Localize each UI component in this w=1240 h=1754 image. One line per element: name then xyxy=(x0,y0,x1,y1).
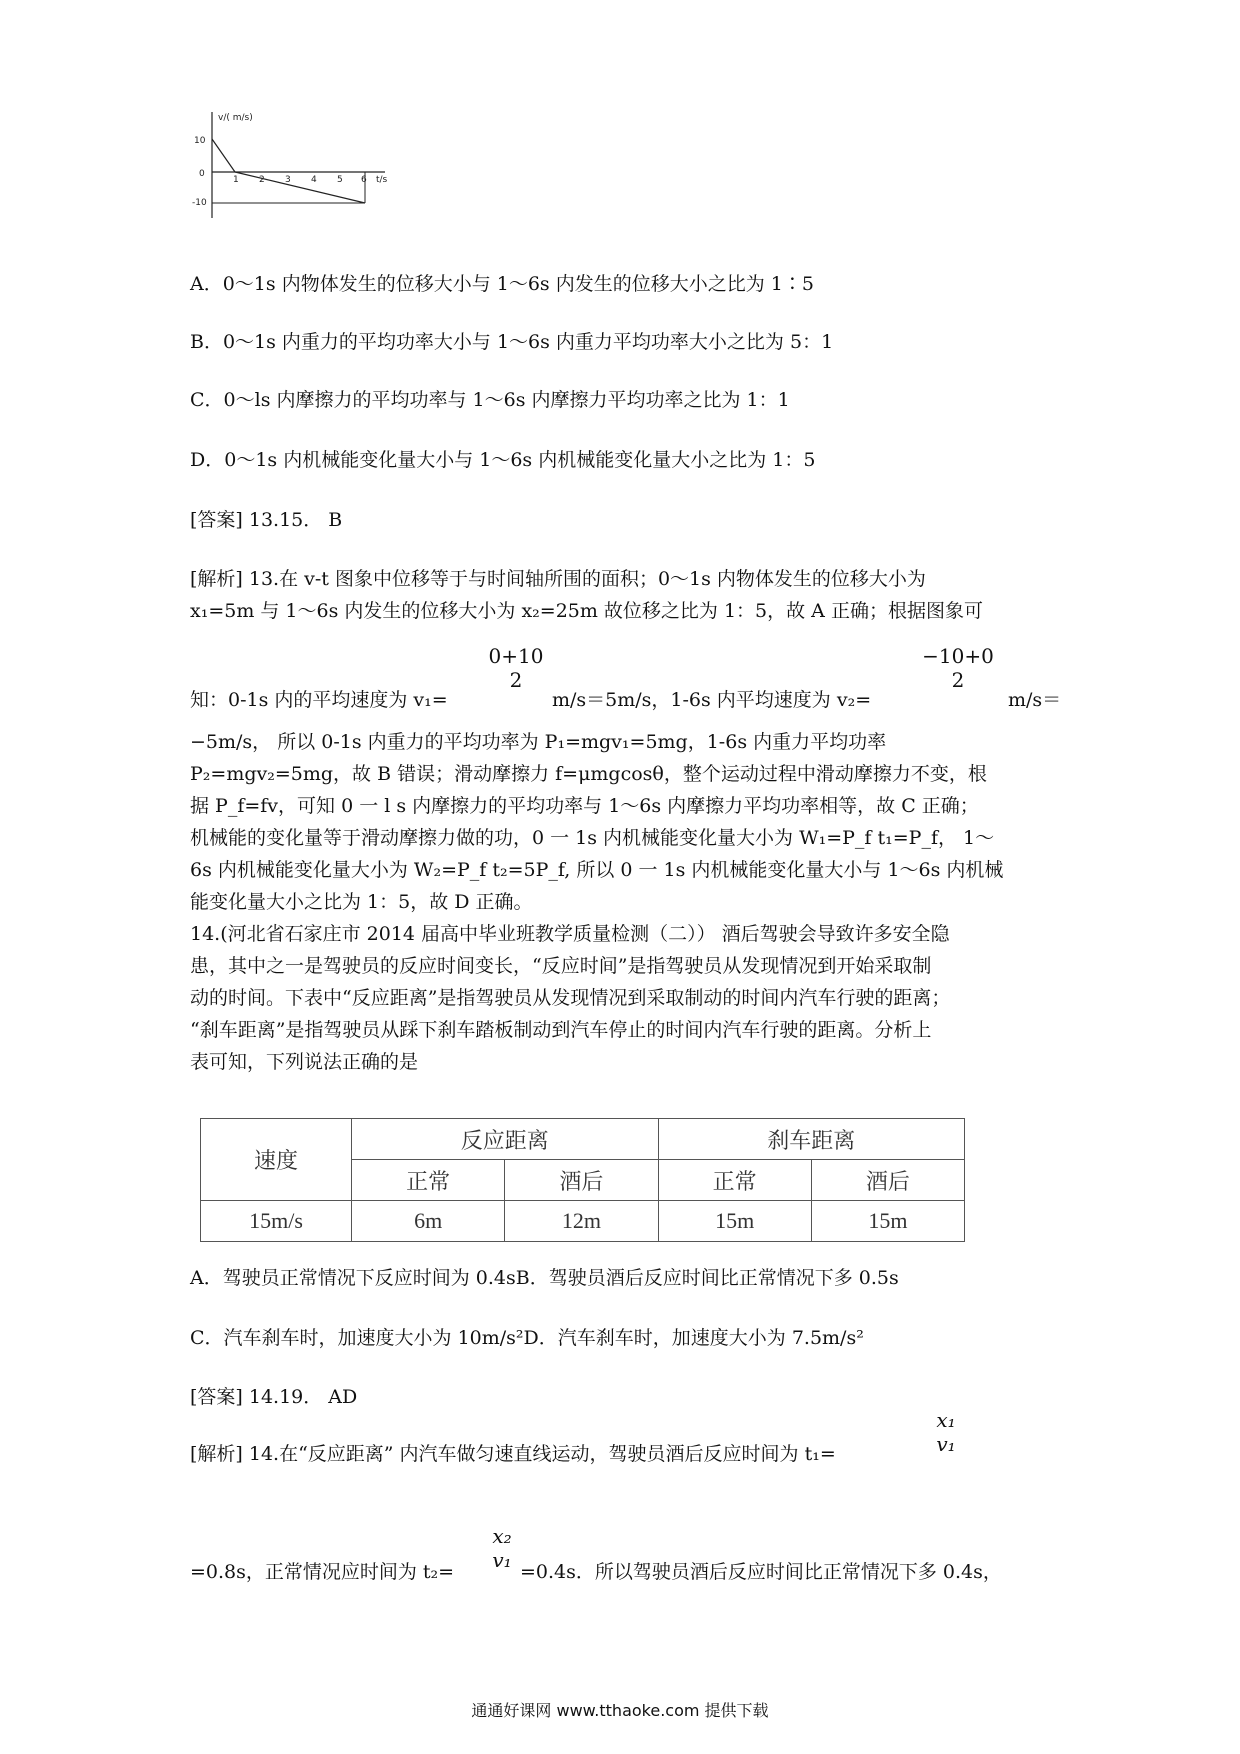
v-line-segment-1 xyxy=(212,139,235,172)
q14-analysis-line-2b: =0.4s．所以驾驶员酒后反应时间比正常情况下多 0.4s， xyxy=(520,1561,1002,1583)
q13-option-c: C．0～ls 内摩擦力的平均功率与 1～6s 内摩擦力平均功率之比为 1：1 xyxy=(190,389,790,411)
distance-table xyxy=(200,1118,965,1242)
y-tick-neg10: -10 xyxy=(192,198,207,208)
braking-normal-cell: 15m xyxy=(658,1201,811,1242)
vt-graph xyxy=(190,108,400,223)
q13-analysis-line-8: 6s 内机械能变化量大小为 W₂=P_f t₂=5P_f, 所以 0 一 1s 内机械能变化量大小与 1～6s 内机械 xyxy=(190,859,1004,881)
y-tick-10: 10 xyxy=(194,136,206,146)
fraction-t2-denominator: v₁ xyxy=(492,1548,512,1572)
q13-analysis-line-2: x₁=5m 与 1～6s 内发生的位移大小为 x₂=25m 故位移之比为 1：5，故 A 正确；根据图象可 xyxy=(190,600,983,622)
y-axis-label: v/( m/s) xyxy=(218,113,253,123)
q14-analysis-line-2a: =0.8s，正常情况应时间为 t₂= xyxy=(190,1561,455,1583)
braking-normal-header: 正常 xyxy=(658,1160,811,1201)
fraction-v1 xyxy=(484,644,548,692)
q13-answer: [答案] 13.15． B xyxy=(190,509,343,531)
speed-header: 速度 xyxy=(201,1119,352,1201)
speed-cell: 15m/s xyxy=(201,1201,352,1242)
fraction-v1-denominator: 2 xyxy=(509,668,523,692)
reaction-normal-header: 正常 xyxy=(352,1160,505,1201)
q13-analysis-line-3c: m/s＝ xyxy=(1008,689,1062,711)
q13-analysis-line-5: P₂=mgv₂=5mg，故 B 错误；滑动摩擦力 f=μmgcosθ，整个运动过程中滑动摩擦力不变，根 xyxy=(190,763,987,785)
q13-analysis-line-4: −5m/s， 所以 0-1s 内重力的平均功率为 P₁=mgv₁=5mg，1-6s 内重力平均功率 xyxy=(190,731,887,753)
fraction-v2 xyxy=(916,644,1000,692)
fraction-t2-numerator: x₂ xyxy=(492,1524,512,1548)
reaction-normal-cell: 6m xyxy=(352,1201,505,1242)
q14-analysis-line-1: [解析] 14.在“反应距离” 内汽车做匀速直线运动，驾驶员酒后反应时间为 t₁= xyxy=(190,1443,836,1465)
q14-stem-line-2: 患，其中之一是驾驶员的反应时间变长，“反应时间”是指驾驶员从发现情况到开始采取制 xyxy=(190,955,932,977)
q14-answer: [答案] 14.19． AD xyxy=(190,1386,358,1408)
x-tick-2: 2 xyxy=(259,175,265,185)
x-tick-5: 5 xyxy=(337,175,343,185)
q13-analysis-line-1: [解析] 13.在 v-t 图象中位移等于与时间轴所围的面积；0～1s 内物体发生的位移大小为 xyxy=(190,568,926,590)
x-tick-3: 3 xyxy=(285,175,291,185)
reaction-distance-header: 反应距离 xyxy=(352,1119,659,1160)
q14-options-line-1: A．驾驶员正常情况下反应时间为 0.4sB．驾驶员酒后反应时间比正常情况下多 0.5s xyxy=(190,1267,899,1289)
fraction-t1-numerator: x₁ xyxy=(936,1408,956,1432)
braking-distance-header: 刹车距离 xyxy=(658,1119,965,1160)
page-footer: 通通好课网 www.tthaoke.com 提供下载 xyxy=(471,1701,769,1720)
fraction-t2 xyxy=(488,1524,516,1572)
braking-drunk-cell: 15m xyxy=(811,1201,964,1242)
q13-analysis-line-3b: m/s＝5m/s，1-6s 内平均速度为 v₂= xyxy=(552,689,872,711)
q13-option-a: A．0～1s 内物体发生的位移大小与 1～6s 内发生的位移大小之比为 1∶5 xyxy=(190,273,814,295)
q14-stem-line-3: 动的时间。下表中“反应距离”是指驾驶员从发现情况到采取制动的时间内汽车行驶的距离； xyxy=(190,987,951,1009)
fraction-t1 xyxy=(932,1408,960,1456)
q14-stem-line-1: 14.(河北省石家庄市 2014 届高中毕业班教学质量检测（二）） 酒后驾驶会导致许多安全隐 xyxy=(190,923,950,945)
q13-option-b: B．0～1s 内重力的平均功率大小与 1～6s 内重力平均功率大小之比为 5：1 xyxy=(190,331,834,353)
fraction-v1-numerator: 0+10 xyxy=(488,644,544,668)
q13-analysis-line-9: 能变化量大小之比为 1：5，故 D 正确。 xyxy=(190,891,533,913)
v-line-segment-2 xyxy=(235,172,365,203)
q14-options-line-2: C．汽车刹车时，加速度大小为 10m/s²D．汽车刹车时，加速度大小为 7.5m/s² xyxy=(190,1327,864,1349)
fraction-t1-denominator: v₁ xyxy=(936,1432,956,1456)
x-tick-4: 4 xyxy=(311,175,317,185)
q14-stem-line-4: “刹车距离”是指驾驶员从踩下刹车踏板制动到汽车停止的时间内汽车行驶的距离。分析上 xyxy=(190,1019,932,1041)
x-axis-label: t/s xyxy=(376,175,388,185)
q13-option-d: D．0～1s 内机械能变化量大小与 1～6s 内机械能变化量大小之比为 1：5 xyxy=(190,449,816,471)
x-tick-6: 6 xyxy=(361,175,367,185)
q13-analysis-line-6: 据 P_f=fv，可知 0 一 l s 内摩擦力的平均功率与 1～6s 内摩擦力平均功率相等，故 C 正确； xyxy=(190,795,979,817)
reaction-drunk-cell: 12m xyxy=(505,1201,658,1242)
q14-stem-line-5: 表可知，下列说法正确的是 xyxy=(190,1051,419,1073)
x-tick-1: 1 xyxy=(233,175,239,185)
braking-drunk-header: 酒后 xyxy=(811,1160,964,1201)
fraction-v2-numerator: −10+0 xyxy=(922,644,994,668)
q13-analysis-line-3a: 知：0-1s 内的平均速度为 v₁= xyxy=(190,689,448,711)
reaction-drunk-header: 酒后 xyxy=(505,1160,658,1201)
q13-analysis-line-7: 机械能的变化量等于滑动摩擦力做的功，0 一 1s 内机械能变化量大小为 W₁=P_f t₁=P_f， 1～ xyxy=(190,827,995,849)
y-tick-0: 0 xyxy=(199,169,205,179)
table-row xyxy=(201,1201,965,1242)
fraction-v2-denominator: 2 xyxy=(951,668,965,692)
